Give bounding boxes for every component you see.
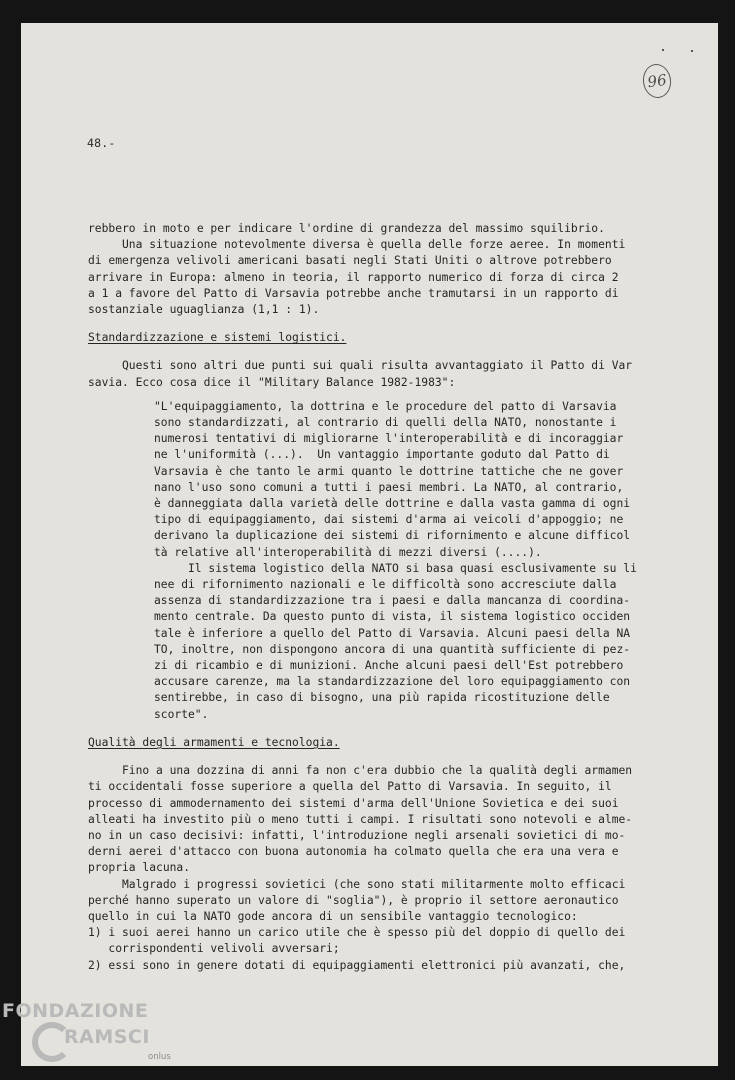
text-line: Una situazione notevolmente diversa è quella delle forze aeree. In momenti xyxy=(88,238,626,252)
text-line: Questi sono altri due punti sui quali risulta avvantaggiato il Patto di Var xyxy=(88,359,633,373)
quote-line: assenza di standardizzazione tra i paesi e dalla mancanza di coordina- xyxy=(154,594,631,608)
quote-line: nee di rifornimento nazionali e le difficoltà sono accresciute dalla xyxy=(154,578,617,592)
quote-line: Varsavia è che tanto le armi quanto le dottrine tattiche che ne gover xyxy=(154,464,624,478)
quote-line: numerosi tentativi di migliorarne l'interoperabilità e di incoraggiar xyxy=(154,432,624,446)
text-line: 2) essi sono in genere dotati di equipaggiamenti elettronici più avanzati, che, xyxy=(88,958,626,972)
text-line: a 1 a favore del Patto di Varsavia potrebbe anche tramutarsi in un rapporto di xyxy=(88,286,619,300)
text-line: Malgrado i progressi sovietici (che sono stati militarmente molto efficaci xyxy=(88,877,626,891)
watermark-logo xyxy=(2,1000,192,1080)
paragraph-gap xyxy=(88,751,628,763)
text-line: arrivare in Europa: almeno in teoria, il rapporto numerico di forza di circa 2 xyxy=(88,270,619,284)
paragraph-gap xyxy=(88,391,628,399)
quote-line: sono standardizzati, al contrario di quelli della NATO, nonostante i xyxy=(154,416,617,430)
body-text xyxy=(88,221,637,974)
text-line: quello in cui la NATO gode ancora di un sensibile vantaggio tecnologico: xyxy=(88,909,578,923)
quote-line: sentirebbe, in caso di bisogno, una più rapida ricostituzione delle xyxy=(154,691,610,705)
quote-line: accusare carenze, ma la standardizzazione del loro equipaggiamento con xyxy=(154,675,631,689)
paragraph-gap xyxy=(88,723,628,735)
text-line: Fino a una dozzina di anni fa non c'era dubbio che la qualità degli armamen xyxy=(88,764,633,778)
text-line: alleati ha investito più o meno tutti i campi. I risultati sono notevoli e alme- xyxy=(88,812,633,826)
paragraph-gap xyxy=(88,346,628,358)
quote-line: "L'equipaggiamento, la dottrina e le procedure del patto di Varsavia xyxy=(154,399,617,413)
quote-line: tipo di equipaggiamento, dai sistemi d'arma ai veicoli d'appoggio; ne xyxy=(154,513,624,527)
section-heading: Standardizzazione e sistemi logistici. xyxy=(88,331,347,345)
text-line: savia. Ecco cosa dice il "Military Balance 1982-1983": xyxy=(88,375,456,389)
quote-line: tale è inferiore a quello del Patto di Varsavia. Alcuni paesi della NA xyxy=(154,626,631,640)
ink-dot xyxy=(691,50,693,52)
paragraph-gap xyxy=(88,318,628,330)
text-line: perché hanno superato un valore di "soglia"), è proprio il settore aeronautico xyxy=(88,893,619,907)
text-line: sostanziale uguaglianza (1,1 : 1). xyxy=(88,303,320,317)
quote-line: zi di ricambio e di munizioni. Anche alcuni paesi dell'Est potrebbero xyxy=(154,659,624,673)
watermark-line2: RAMSCI xyxy=(64,1026,150,1048)
section-heading: Qualità degli armamenti e tecnologia. xyxy=(88,735,340,749)
page-stamp: 96 xyxy=(641,62,673,100)
text-line: di emergenza velivoli americani basati negli Stati Uniti o altrove potrebbero xyxy=(88,254,612,268)
quote-line: Il sistema logistico della NATO si basa quasi esclusivamente su li xyxy=(154,561,637,575)
watermark-line1: FONDAZIONE xyxy=(2,1000,149,1022)
watermark-line3: onlus xyxy=(148,1052,171,1062)
quote-line: tà relative all'interoperabilità di mezzi diversi (....). xyxy=(154,545,542,559)
document-page xyxy=(21,23,718,1066)
quote-line: nano l'uso sono comuni a tutti i paesi membri. La NATO, al contrario, xyxy=(154,480,624,494)
text-line: derni aerei d'attacco con buona autonomia ha colmato quella che era una vera e xyxy=(88,845,619,859)
page-number: 48.- xyxy=(87,136,116,150)
text-line: processo di ammodernamento dei sistemi d'arma dell'Unione Sovietica e dei suoi xyxy=(88,796,619,810)
quote-line: mento centrale. Da questo punto di vista, il sistema logistico occiden xyxy=(154,610,631,624)
quote-line: scorte". xyxy=(154,707,209,721)
quote-line: è danneggiata dalla varietà delle dottrine e dalla vasta gamma di ogni xyxy=(154,497,631,511)
text-line: propria lacuna. xyxy=(88,861,191,875)
ink-dot xyxy=(662,49,664,51)
quote-line: derivano la duplicazione dei sistemi di rifornimento e alcune difficol xyxy=(154,529,631,543)
text-line: ti occidentali fosse superiore a quella del Patto di Varsavia. In seguito, il xyxy=(88,780,612,794)
quote-line: TO, inoltre, non dispongono ancora di una quantità sufficiente di pez- xyxy=(154,642,631,656)
text-line: 1) i suoi aerei hanno un carico utile che è spesso più del doppio di quello dei xyxy=(88,926,626,940)
text-line: rebbero in moto e per indicare l'ordine di grandezza del massimo squilibrio. xyxy=(88,222,605,235)
text-line: no in un caso decisivi: infatti, l'introduzione negli arsenali sovietici di mo- xyxy=(88,828,626,842)
quote-line: ne l'uniformità (...). Un vantaggio importante goduto dal Patto di xyxy=(154,448,610,462)
text-line: corrispondenti velivoli avversari; xyxy=(88,942,340,956)
